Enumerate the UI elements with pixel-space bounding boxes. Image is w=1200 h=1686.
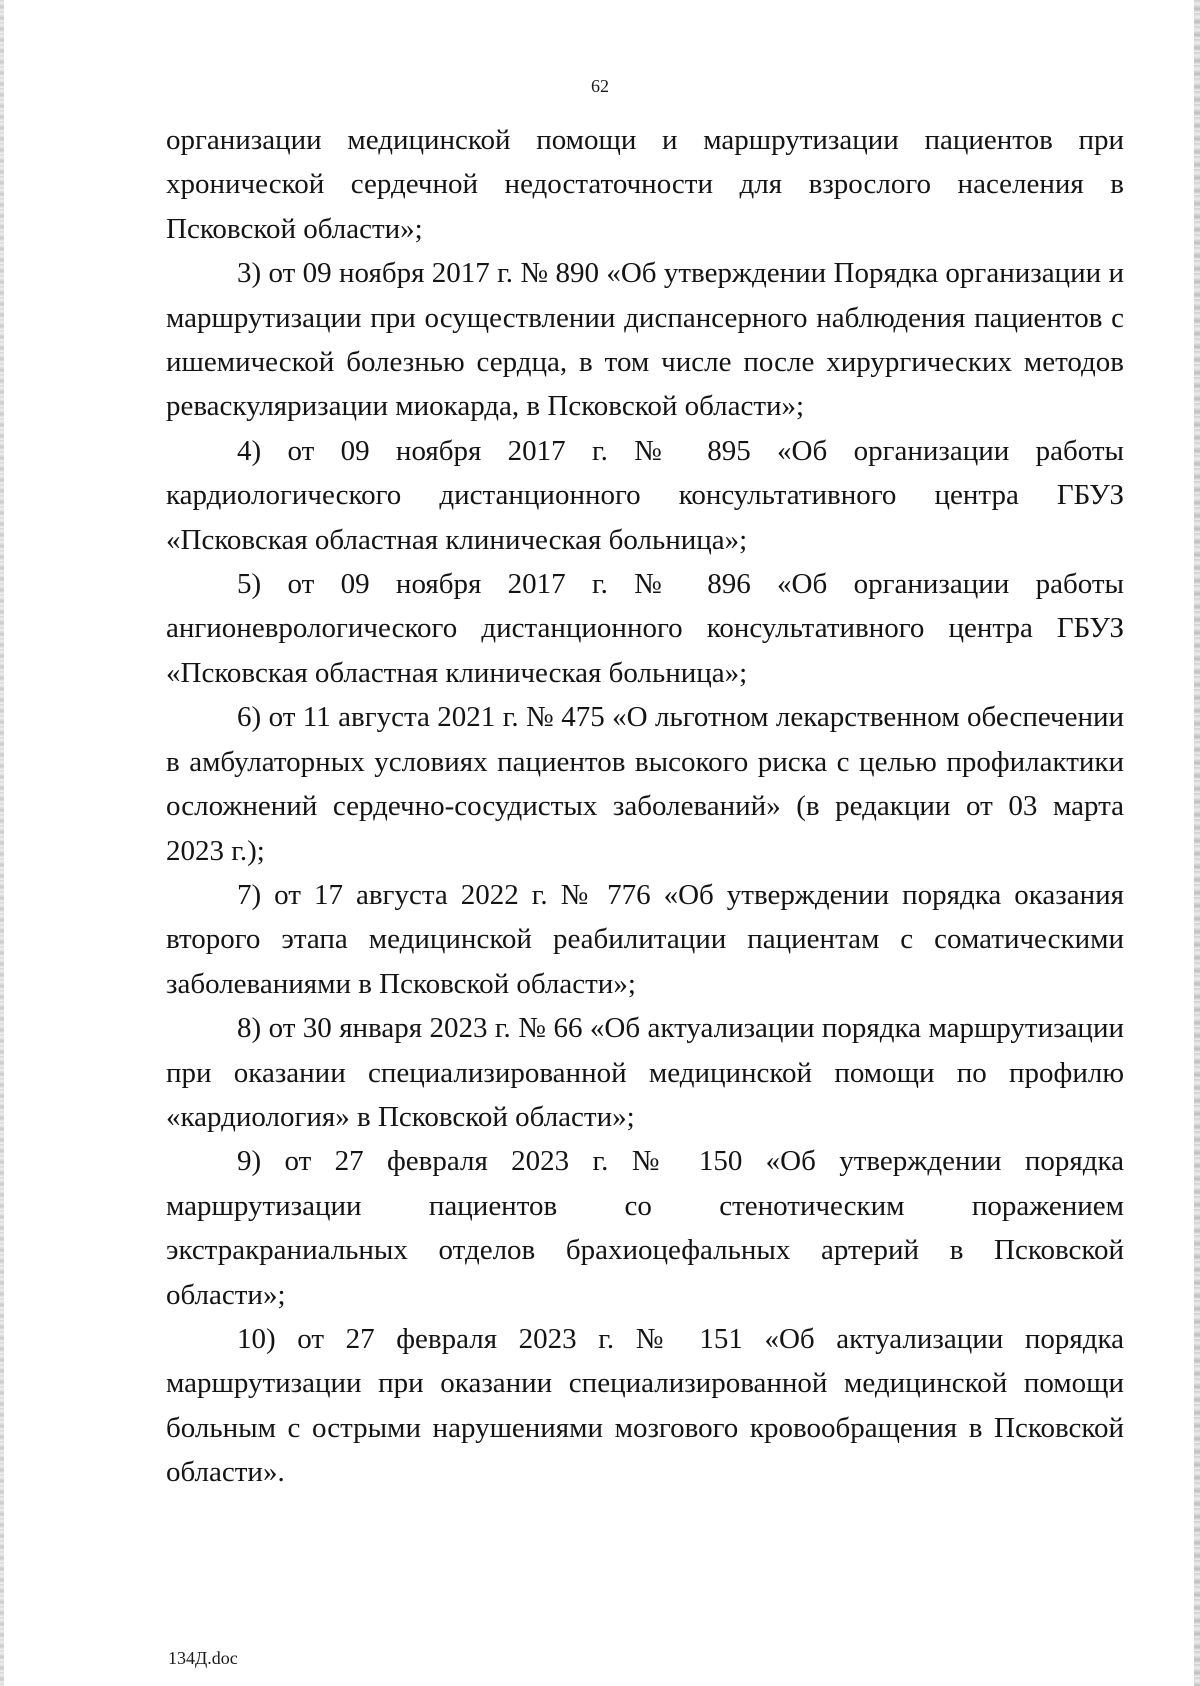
list-item-7: 7) от 17 августа 2022 г. № 776 «Об утверждении порядка оказания второго этапа медицинской реабилитации пациентам с соматическими заболеваниями в Псковской области»; <box>166 878 1124 1000</box>
list-item-5: 5) от 09 ноября 2017 г. № 896 «Об организации работы ангионеврологического дистанционного консультативного центра ГБУЗ «Псковская областная клиническая больница»; <box>166 568 1124 689</box>
list-item-6: 6) от 11 августа 2021 г. № 475 «О льготном лекарственном обеспечении в амбулаторных условиях пациентов высокого риска с целью профилактики осложнений сердечно-сосудистых заболеваний» (в редакции от 03 марта 2023 г.); <box>166 701 1124 867</box>
document-body <box>166 118 1124 1495</box>
list-item-3: 3) от 09 ноября 2017 г. № 890 «Об утверждении Порядка организации и маршрутизации при осуществлении диспансерного наблюдения пациентов с ишемической болезнью сердца, в том числе после хирургических методов реваскуляризации миокарда, в Псковской области»; <box>166 257 1124 423</box>
list-item-8: 8) от 30 января 2023 г. № 66 «Об актуализации порядка маршрутизации при оказании специализированной медицинской помощи по профилю «кардиология» в Псковской области»; <box>166 1012 1124 1133</box>
list-item-4: 4) от 09 ноября 2017 г. № 895 «Об организации работы кардиологического дистанционного консультативного центра ГБУЗ «Псковская областная клиническая больница»; <box>166 434 1124 556</box>
footer-filename: 134Д.doc <box>168 1648 238 1668</box>
scan-edge-left <box>0 0 4 1686</box>
paragraph-continuation: организации медицинской помощи и маршрутизации пациентов при хронической сердечной недостаточности для взрослого населения в Псковской области»; <box>166 124 1124 245</box>
list-item-9: 9) от 27 февраля 2023 г. № 150 «Об утверждении порядка маршрутизации пациентов со стенотическим поражением экстракраниальных отделов брахиоцефальных артерий в Псковской области»; <box>166 1145 1124 1311</box>
page-number: 62 <box>591 76 609 96</box>
list-item-10: 10) от 27 февраля 2023 г. № 151 «Об актуализации порядка маршрутизации при оказании специализированной медицинской помощи больным с острыми нарушениями мозгового кровообращения в Псковской области». <box>166 1322 1124 1489</box>
scan-edge-right <box>1194 0 1200 1686</box>
